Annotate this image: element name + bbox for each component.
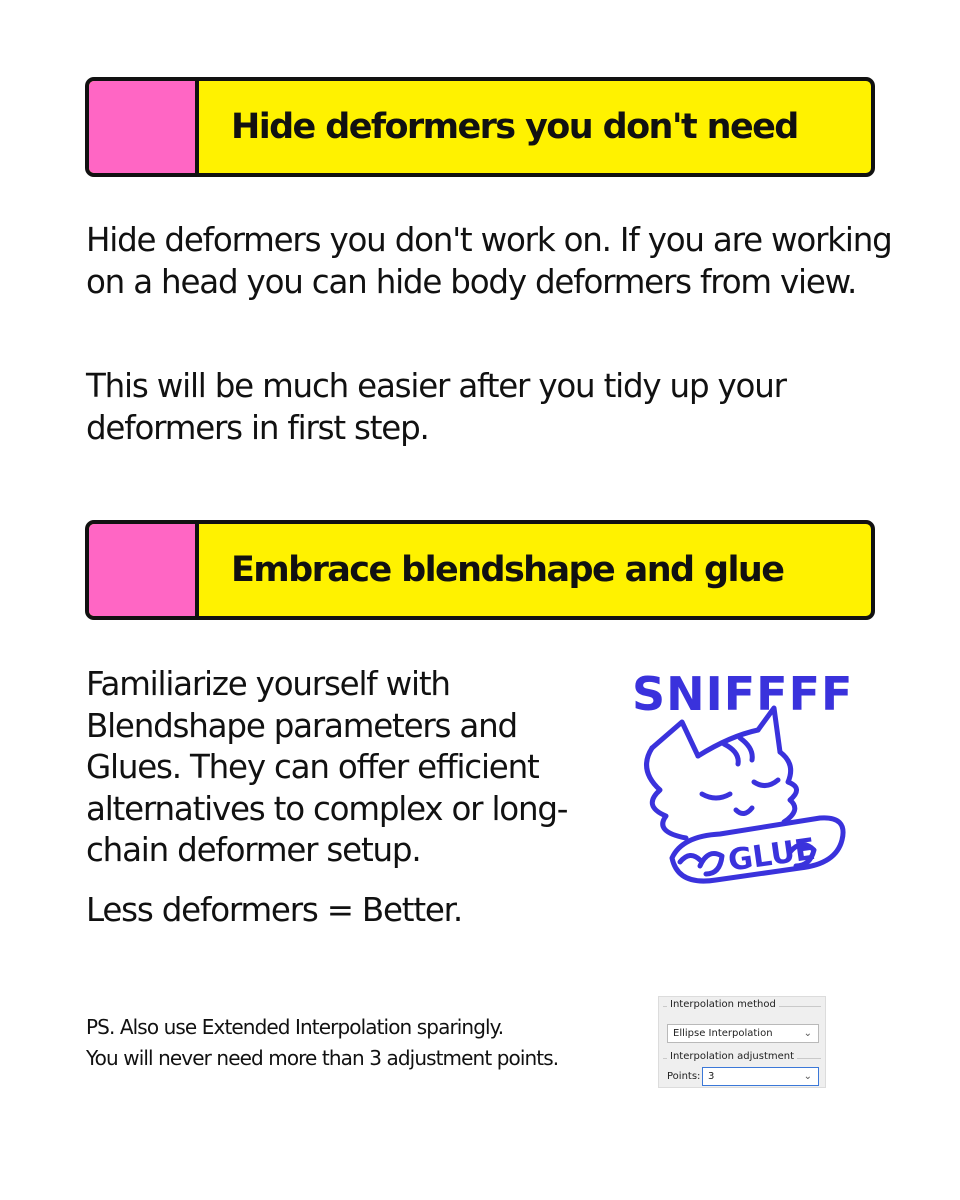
footnote	[86, 1012, 558, 1074]
points-label: Points:	[667, 1071, 701, 1082]
points-value: 3	[708, 1071, 715, 1082]
section-title: Embrace blendshape and glue	[231, 550, 784, 590]
banner-pink-block	[89, 81, 199, 173]
glue-label: GLUE	[726, 831, 818, 879]
section-title: Hide deformers you don't need	[231, 107, 798, 147]
sniff-caption: SNIFFFF	[632, 667, 854, 721]
section-paragraph: Hide deformers you don't work on. If you are working on a head you can hide body deformers from view.	[86, 221, 892, 301]
footnote-line: You will never need more than 3 adjustment points.	[86, 1046, 559, 1070]
section-paragraph: Less deformers = Better.	[86, 891, 462, 929]
chevron-down-icon: ⌄	[803, 1071, 812, 1082]
cat-hugging-glue-doodle	[620, 660, 870, 905]
footnote-line: PS. Also use Extended Interpolation sparingly.	[86, 1015, 504, 1039]
interpolation-method-label: Interpolation method	[667, 999, 779, 1010]
interpolation-adjustment-label: Interpolation adjustment	[667, 1051, 797, 1062]
section-paragraph: This will be much easier after you tidy up your deformers in first step.	[86, 367, 786, 447]
section-banner-blendshape-glue	[85, 520, 875, 620]
interpolation-method-select[interactable]	[667, 1024, 819, 1043]
chevron-down-icon: ⌄	[803, 1028, 812, 1039]
section-paragraph: Familiarize yourself with Blendshape parameters and Glues. They can offer efficient alternatives to complex or long-chain deformer setup.	[86, 665, 568, 869]
interpolation-method-value: Ellipse Interpolation	[673, 1028, 773, 1039]
section-banner-hide-deformers	[85, 77, 875, 177]
points-select[interactable]	[702, 1067, 819, 1086]
interpolation-settings-panel	[658, 996, 826, 1088]
banner-pink-block	[89, 524, 199, 616]
